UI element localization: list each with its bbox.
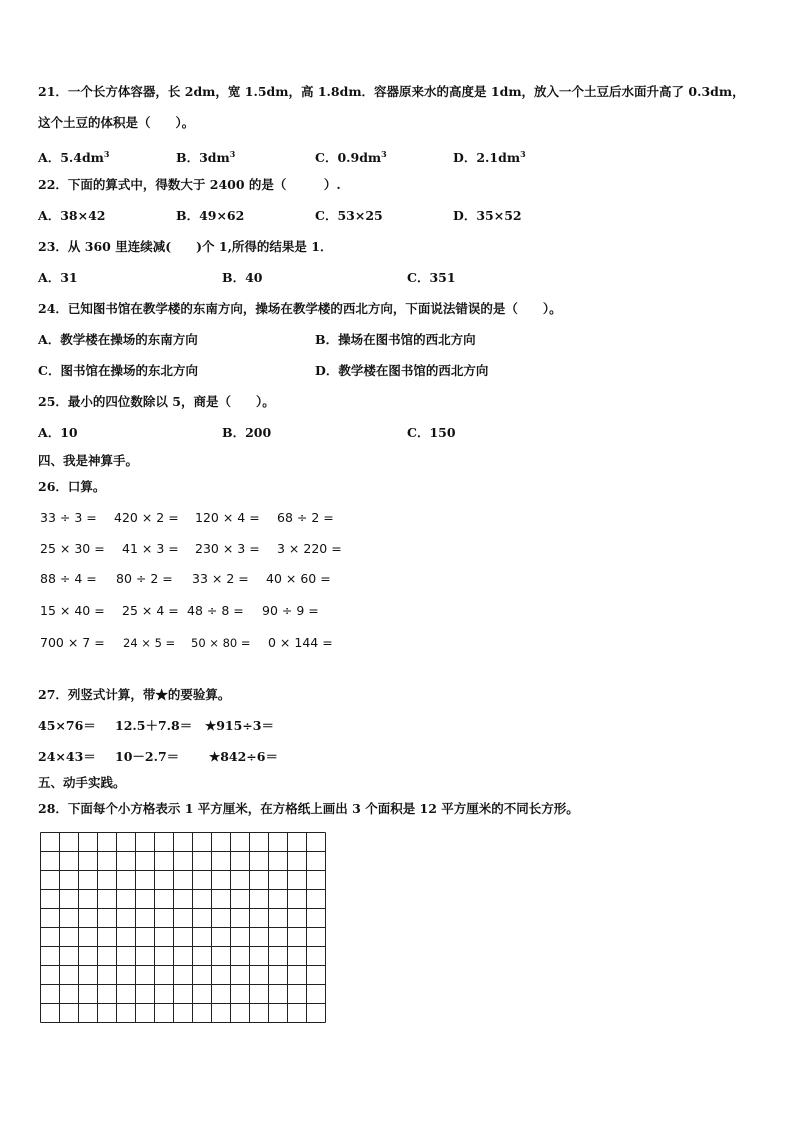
q26-item: 41 × 3 = (122, 541, 179, 556)
option-sup: 3 (103, 149, 110, 159)
q26-item: 80 ÷ 2 = (116, 571, 173, 586)
q21-line2: 这个土豆的体积是（ ）。 (38, 115, 195, 130)
section-4-heading: 四、我是神算手。 (38, 453, 139, 468)
q21-option-c[interactable] (315, 145, 387, 167)
q21-option-a[interactable] (38, 145, 110, 167)
q26-item: 420 × 2 = (114, 510, 179, 525)
q22-option-b[interactable]: B．49×62 (176, 208, 245, 223)
q26-item: 68 ÷ 2 = (277, 510, 334, 525)
square-grid-paper[interactable] (40, 832, 327, 1024)
q27-item: 12.5＋7.8＝ (115, 718, 193, 733)
option-sup: 3 (229, 149, 236, 159)
q26-item: 90 ÷ 9 = (262, 603, 319, 618)
q26-item: 0 × 144 = (268, 635, 333, 650)
q26-item: 88 ÷ 4 = (40, 571, 97, 586)
q26-item: 48 ÷ 8 = (187, 603, 244, 618)
option-label: A．5.4dm (38, 150, 104, 165)
section-5-heading: 五、动手实践。 (38, 775, 126, 790)
option-label: B．3dm (176, 150, 230, 165)
q26-item: 230 × 3 = (195, 541, 260, 556)
q27-item: 10－2.7＝ (115, 749, 180, 764)
option-sup: 3 (520, 149, 526, 159)
q23-option-a[interactable]: A．31 (38, 270, 78, 285)
q28-title: 28．下面每个小方格表示 1 平方厘米，在方格纸上画出 3 个面积是 12 平方厘米的不同长方形。 (38, 801, 579, 816)
q25-line1: 25．最小的四位数除以 5，商是（ ）。 (38, 394, 275, 409)
q24-line1: 24．已知图书馆在教学楼的东南方向，操场在教学楼的西北方向，下面说法错误的是（ ）。 (38, 301, 562, 316)
q23-option-c[interactable]: C．351 (407, 270, 456, 285)
q26-item: 25 × 4 = (122, 603, 179, 618)
q26-item: 33 ÷ 3 = (40, 510, 97, 525)
option-label: D．2.1dm (453, 150, 521, 165)
q26-item: 24 × 5 = (123, 636, 176, 650)
q25-option-a[interactable]: A．10 (38, 425, 78, 440)
q25-option-b[interactable]: B．200 (222, 425, 272, 440)
q26-item: 700 × 7 = (40, 635, 105, 650)
q26-item: 33 × 2 = (192, 571, 249, 586)
q21-option-b[interactable] (176, 145, 235, 167)
q26-item: 50 × 80 = (191, 636, 251, 650)
q24-option-d[interactable]: D．教学楼在图书馆的西北方向 (315, 363, 489, 378)
q26-item: 40 × 60 = (266, 571, 331, 586)
q25-option-c[interactable]: C．150 (407, 425, 456, 440)
q27-item: 45×76＝ (38, 718, 96, 733)
q26-item: 3 × 220 = (277, 541, 342, 556)
q27-item: ★915÷3＝ (205, 718, 274, 733)
q26-item: 25 × 30 = (40, 541, 105, 556)
option-sup: 3 (381, 149, 387, 159)
option-label: C．0.9dm (315, 150, 382, 165)
q26-title: 26．口算。 (38, 479, 106, 494)
q27-title: 27．列竖式计算，带★的要验算。 (38, 687, 231, 702)
q22-option-d[interactable]: D．35×52 (453, 208, 522, 223)
q23-option-b[interactable]: B．40 (222, 270, 263, 285)
q22-line1: 22．下面的算式中，得数大于 2400 的是（ ）. (38, 177, 341, 192)
q27-item: 24×43＝ (38, 749, 96, 764)
q22-option-c[interactable]: C．53×25 (315, 208, 383, 223)
q23-line1: 23．从 360 里连续减( )个 1,所得的结果是 1． (38, 239, 333, 254)
q21-option-d[interactable] (453, 145, 526, 167)
q24-option-a[interactable]: A．教学楼在操场的东南方向 (38, 332, 198, 347)
q22-option-a[interactable]: A．38×42 (38, 208, 106, 223)
q24-option-b[interactable]: B．操场在图书馆的西北方向 (315, 332, 476, 347)
q24-option-c[interactable]: C．图书馆在操场的东北方向 (38, 363, 198, 378)
q21-line1: 21．一个长方体容器，长 2dm，宽 1.5dm，高 1.8dm．容器原来水的高度是 1dm，放入一个土豆后水面升高了 0.3dm， (38, 84, 745, 99)
q26-item: 120 × 4 = (195, 510, 260, 525)
q26-item: 15 × 40 = (40, 603, 105, 618)
q27-item: ★842÷6＝ (209, 749, 278, 764)
